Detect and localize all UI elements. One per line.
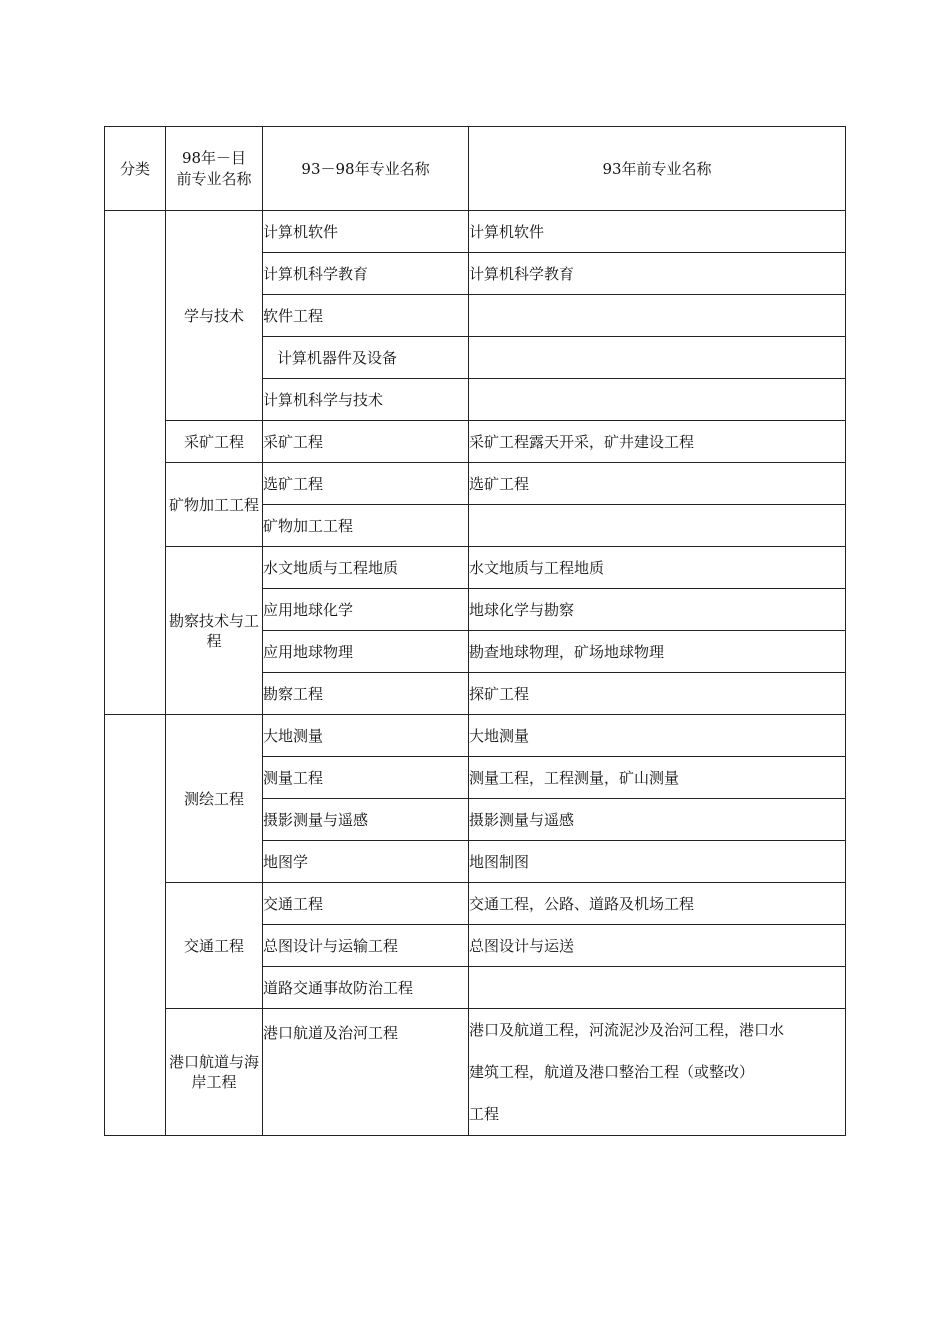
major-pre93-cell: [469, 757, 846, 799]
major-93-98-cell: [263, 295, 469, 337]
major-93-98-cell: [263, 631, 469, 673]
major-93-98-text: 总图设计与运输工程: [263, 936, 399, 955]
major-93-98-cell: [263, 673, 469, 715]
current-major-cell: 矿物加工工程: [166, 463, 263, 547]
major-93-98-cell: [263, 925, 469, 967]
current-major-cell: 交通工程: [166, 883, 263, 1009]
major-93-98-text: 勘察工程: [263, 684, 324, 703]
major-pre93-line: 建筑工程，航道及港口整治工程（或整改）: [469, 1063, 755, 1081]
header-current-major: [166, 127, 263, 211]
major-93-98-cell: [263, 379, 469, 421]
major-pre93-cell: [469, 295, 846, 337]
major-pre93-text: 勘查地球物理，矿场地球物理: [469, 642, 665, 661]
table-row: [105, 547, 846, 589]
major-pre93-cell: [469, 379, 846, 421]
major-93-98-cell: [263, 799, 469, 841]
current-major-cell: 采矿工程: [166, 421, 263, 463]
major-93-98-cell: [263, 715, 469, 757]
major-93-98-text: 计算机软件: [263, 222, 339, 241]
major-93-98-text: 采矿工程: [263, 432, 324, 451]
major-pre93-cell: [469, 1009, 846, 1136]
category-cell: [105, 211, 166, 715]
major-pre93-cell: [469, 925, 846, 967]
major-pre93-text: 水文地质与工程地质: [469, 558, 605, 577]
major-pre93-cell: [469, 883, 846, 925]
major-pre93-cell: [469, 673, 846, 715]
major-93-98-cell: [263, 1009, 469, 1136]
major-93-98-cell: [263, 967, 469, 1009]
current-major-cell: 学与技术: [166, 211, 263, 421]
major-pre93-text: 地图制图: [469, 852, 530, 871]
current-major-cell: 勘察技术与工程: [166, 547, 263, 715]
major-pre93-cell: [469, 211, 846, 253]
major-pre93-text: 摄影测量与遥感: [469, 810, 575, 829]
header-major-pre93: 93年前专业名称: [469, 127, 846, 211]
major-93-98-cell: [263, 211, 469, 253]
major-93-98-cell: [263, 337, 469, 379]
major-93-98-text: 大地测量: [263, 726, 324, 745]
major-93-98-text: 摄影测量与遥感: [263, 810, 369, 829]
major-pre93-cell: [469, 799, 846, 841]
table-header-row: [105, 127, 846, 211]
major-pre93-cell: [469, 253, 846, 295]
table-row: [105, 883, 846, 925]
major-pre93-text: 总图设计与运送: [469, 936, 575, 955]
major-pre93-text: 探矿工程: [469, 684, 530, 703]
major-pre93-text: 采矿工程露天开采，矿井建设工程: [469, 432, 695, 451]
major-pre93-cell: [469, 463, 846, 505]
major-93-98-text: 道路交通事故防治工程: [263, 978, 414, 997]
major-pre93-text: 计算机软件: [469, 222, 545, 241]
major-93-98-text: 选矿工程: [263, 474, 324, 493]
header-major-93-98: 93－98年专业名称: [263, 127, 469, 211]
major-pre93-cell: [469, 715, 846, 757]
major-93-98-text: 交通工程: [263, 894, 324, 913]
major-93-98-text: 地图学: [263, 852, 309, 871]
table-row: [105, 715, 846, 757]
major-pre93-cell: [469, 841, 846, 883]
current-major-cell: 港口航道与海岸工程: [166, 1009, 263, 1136]
major-pre93-cell: [469, 421, 846, 463]
table-row: [105, 1009, 846, 1136]
major-pre93-line: 港口及航道工程，河流泥沙及治河工程，港口水: [469, 1021, 785, 1039]
major-pre93-cell: [469, 505, 846, 547]
major-pre93-text: 大地测量: [469, 726, 530, 745]
major-pre93-text: 交通工程，公路、道路及机场工程: [469, 894, 695, 913]
major-pre93-cell: [469, 337, 846, 379]
major-93-98-cell: [263, 589, 469, 631]
major-93-98-text: 应用地球物理: [263, 642, 354, 661]
major-93-98-text: 水文地质与工程地质: [263, 558, 399, 577]
category-cell: [105, 715, 166, 1136]
major-pre93-cell: [469, 631, 846, 673]
major-93-98-cell: [263, 253, 469, 295]
major-93-98-cell: [263, 547, 469, 589]
major-93-98-text: 测量工程: [263, 768, 324, 787]
major-pre93-text: 测量工程，工程测量，矿山测量: [469, 768, 680, 787]
major-93-98-cell: [263, 883, 469, 925]
major-93-98-cell: [263, 841, 469, 883]
major-93-98-text: 计算机科学教育: [263, 264, 369, 283]
major-pre93-text: 计算机科学教育: [469, 264, 575, 283]
major-93-98-text: 应用地球化学: [263, 600, 354, 619]
major-pre93-cell: [469, 547, 846, 589]
table-row: [105, 211, 846, 253]
major-pre93-cell: [469, 967, 846, 1009]
major-93-98-text: 计算机器件及设备: [277, 348, 398, 367]
major-93-98-text: 软件工程: [263, 306, 324, 325]
major-pre93-text: 选矿工程: [469, 474, 530, 493]
header-current-major-line1: 98年－目: [181, 148, 247, 167]
major-93-98-text: 矿物加工工程: [263, 516, 354, 535]
major-93-98-text: 计算机科学与技术: [263, 390, 384, 409]
major-93-98-cell: [263, 757, 469, 799]
table-body: [105, 127, 846, 1136]
major-comparison-table: [104, 126, 846, 1136]
major-93-98-text: 港口航道及治河工程: [263, 1024, 399, 1042]
major-pre93-text: 地球化学与勘察: [469, 600, 575, 619]
major-93-98-cell: [263, 463, 469, 505]
major-pre93-cell: [469, 589, 846, 631]
major-93-98-cell: [263, 505, 469, 547]
header-current-major-line2: 前专业名称: [176, 169, 252, 188]
current-major-cell: 测绘工程: [166, 715, 263, 883]
table-row: [105, 421, 846, 463]
major-pre93-line: 工程: [469, 1105, 500, 1123]
header-category: 分类: [105, 127, 166, 211]
major-93-98-cell: [263, 421, 469, 463]
table-row: [105, 463, 846, 505]
